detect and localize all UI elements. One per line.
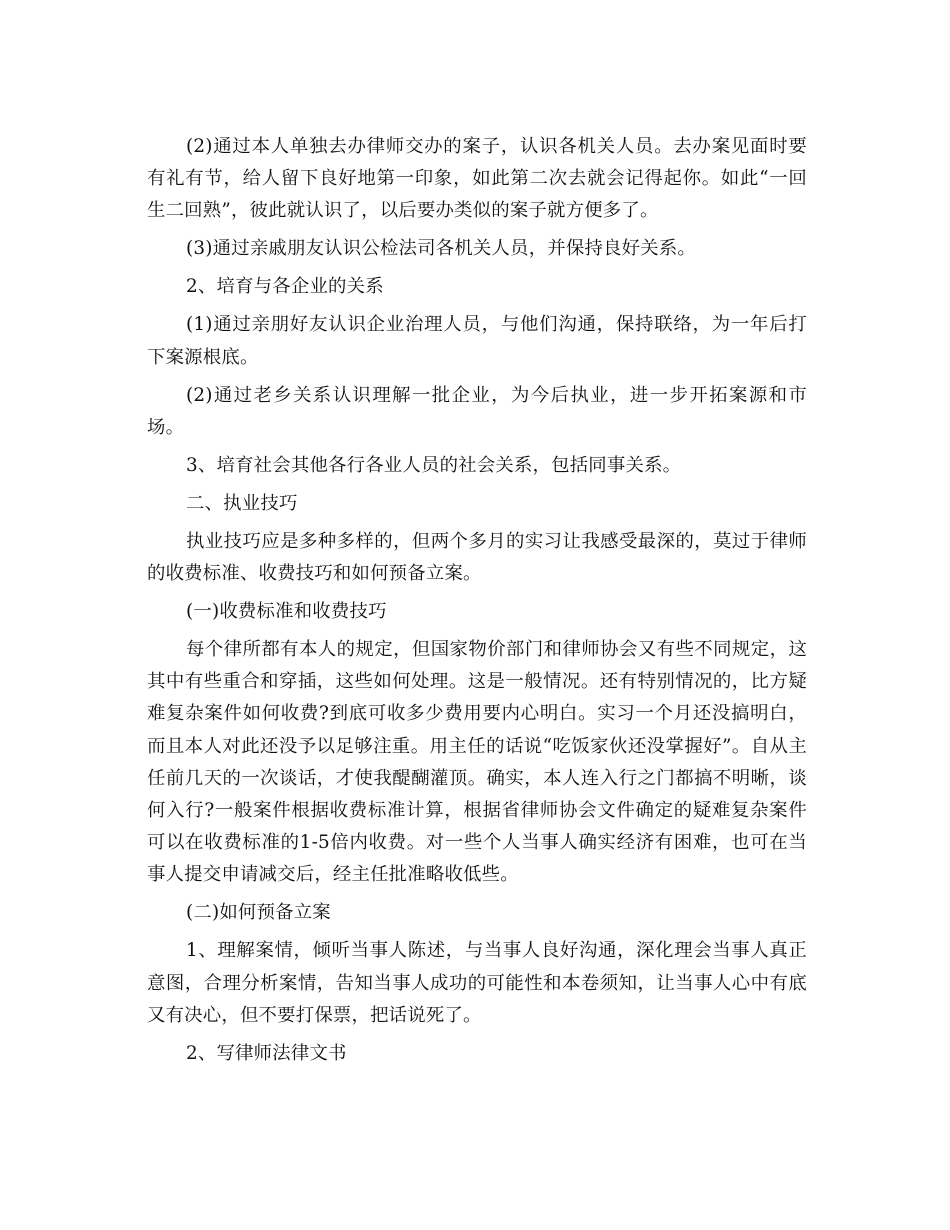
heading-legal-documents: 2、写律师法律文书 [186, 1042, 347, 1064]
paragraph-understand-case: 1、理解案情，倾听当事人陈述，与当事人良好沟通，深化理会当事人真正意图，合理分析案情，告知当事人成功的可能性和本卷须知，让当事人心中有底又有决心，但不要打保票，把话说死了。 [147, 940, 807, 1026]
paragraph-fee-details: 每个律所都有本人的规定，但国家物价部门和律师协会又有些不同规定，这其中有些重合和穿插，这些如何处理。这是一般情况。还有特别情况的，比方疑难复杂案件如何收费?到底可收多少费用要内心明白。实习一个月还没搞明白，而且本人对此还没予以足够注重。用主任的话说“吃饭家伙还没掌握好”。自从主任前几天的一次谈话，才使我醍醐灌顶。确实，本人连入行之门都搞不明晰，谈何入行?一般案件根据收费标准计算，根据省律师协会文件确定的疑难复杂案件可以在收费标准的1-5倍内收费。对一些个人当事人确实经济有困难，也可在当事人提交申请减交后，经主任批准略收低些。 [147, 639, 807, 886]
heading-enterprise-relations: 2、培育与各企业的关系 [186, 276, 384, 298]
heading-fee-standards: (一)收费标准和收费技巧 [186, 601, 387, 623]
heading-case-preparation: (二)如何预备立案 [186, 902, 331, 924]
heading-social-relations: 3、培育社会其他各行各业人员的社会关系，包括同事关系。 [186, 454, 682, 476]
paragraph-enterprise-managers: (1)通过亲朋好友认识企业治理人员，与他们沟通，保持联络，为一年后打下案源根底。 [147, 314, 807, 368]
document-body [147, 131, 807, 1076]
paragraph-relatives-friends: (3)通过亲戚朋友认识公检法司各机关人员，并保持良好关系。 [186, 238, 697, 260]
paragraph-meet-officials: (2)通过本人单独去办律师交办的案子，认识各机关人员。去办案见面时要有礼有节，给人留下良好地第一印象，如此第二次去就会记得起你。如此“一回生二回熟”，彼此就认识了，以后要办类似的案子就方便多了。 [147, 136, 807, 222]
heading-practice-skills: 二、执业技巧 [186, 492, 298, 514]
paragraph-practice-skills-intro: 执业技巧应是多种多样的，但两个多月的实习让我感受最深的，莫过于律师的收费标准、收费技巧和如何预备立案。 [147, 530, 807, 585]
paragraph-hometown-relations: (2)通过老乡关系认识理解一批企业，为今后执业，进一步开拓案源和市场。 [147, 384, 807, 438]
